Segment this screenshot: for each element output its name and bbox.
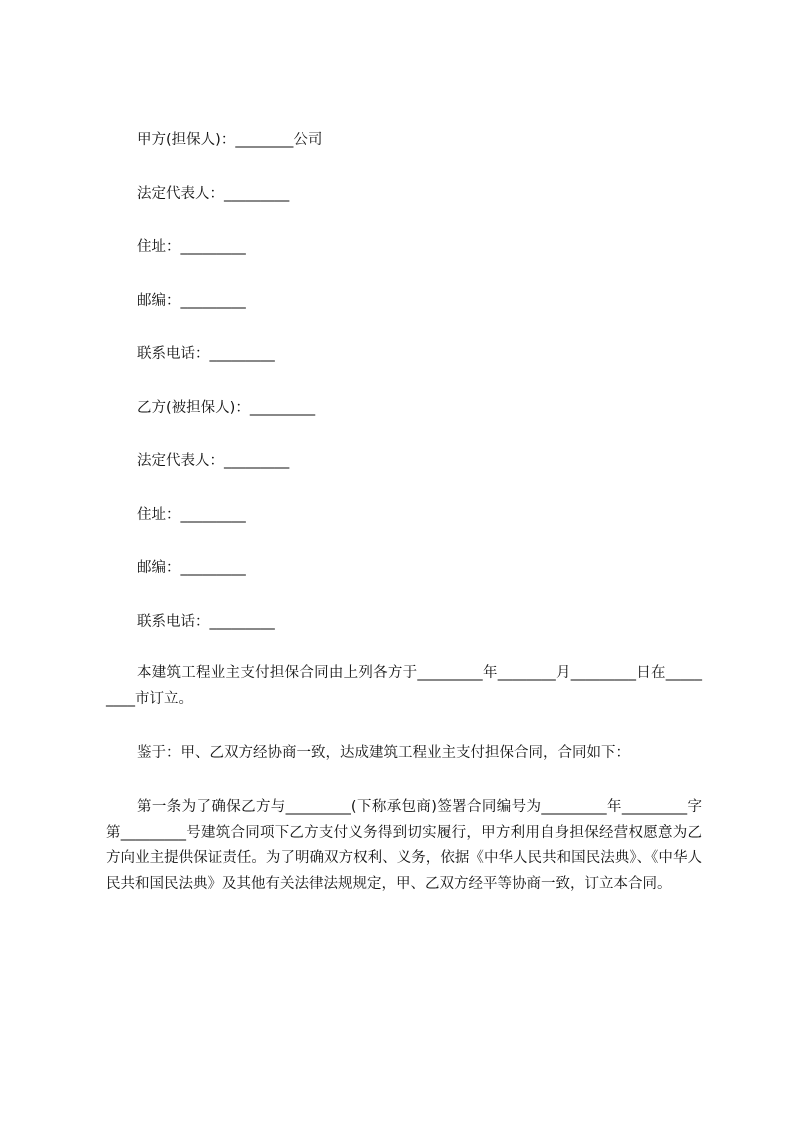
party-b-postcode: 邮编：_________ xyxy=(137,560,246,576)
party-b-address: 住址：_________ xyxy=(137,507,246,523)
whereas-paragraph: 鉴于：甲、乙双方经协商一致，达成建筑工程业主支付担保合同，合同如下： xyxy=(137,745,630,761)
party-a-address: 住址：_________ xyxy=(137,239,246,255)
party-a-postcode: 邮编：_________ xyxy=(137,293,246,309)
party-a-legal-rep: 法定代表人：_________ xyxy=(137,186,290,202)
party-b-legal-rep: 法定代表人：_________ xyxy=(137,453,290,469)
article-1-paragraph: 第一条为了确保乙方与_________(下称承包商)签署合同编号为_________年_________字第_________号建筑合同项下乙方支付义务得到切实履行，甲方利用自身担保经营权愿意为乙方向业主提供保证责任。为了明确双方权利、义务，依据《中华人民共和国民法典》、《中华人民共和国民法典》及其他有关法律法规规定，甲、乙双方经平等协商一致，订立本合同。 xyxy=(106,799,702,892)
signing-paragraph: 本建筑工程业主支付担保合同由上列各方于_________年________月_________日在_________市订立。 xyxy=(106,665,702,707)
party-b-name: 乙方(被担保人)：_________ xyxy=(137,400,316,416)
party-a-phone: 联系电话：_________ xyxy=(137,346,275,362)
party-a-name: 甲方(担保人)：________公司 xyxy=(137,132,323,148)
party-b-phone: 联系电话：_________ xyxy=(137,614,275,630)
